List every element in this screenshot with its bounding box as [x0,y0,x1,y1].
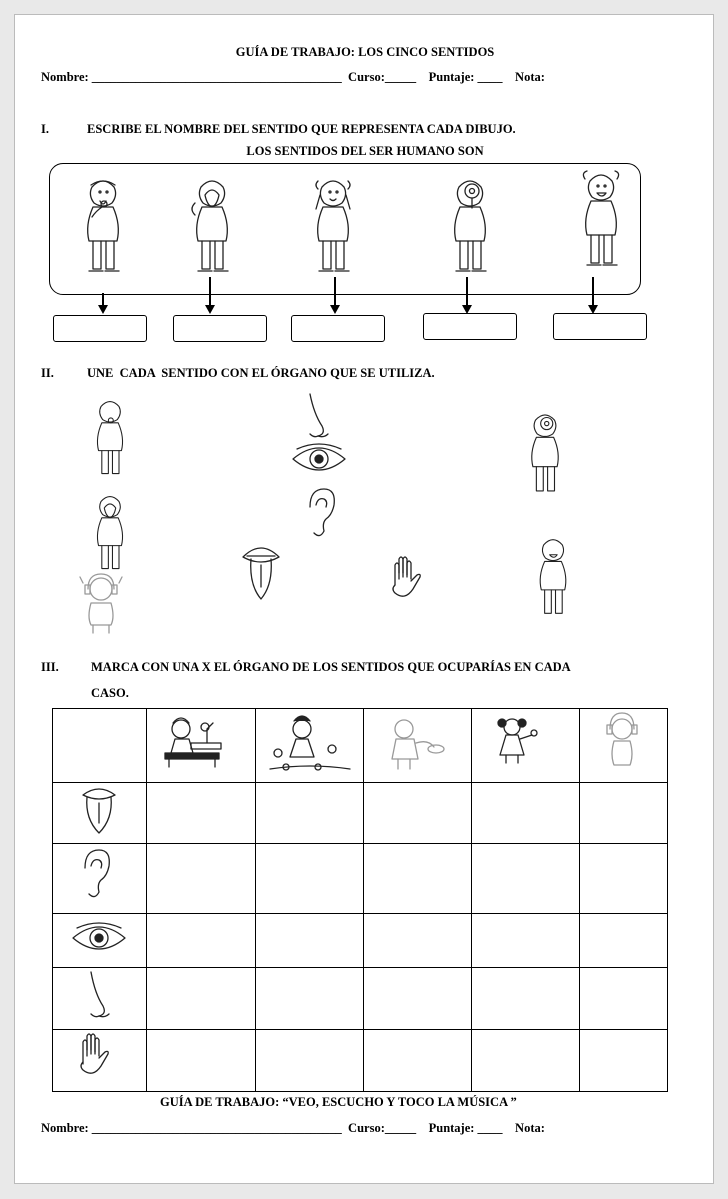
mark-cell[interactable] [580,783,668,844]
arrow-line [592,277,594,305]
table-row [53,783,668,844]
senses-marking-table [52,708,668,1092]
student-info-line: Nombre: ________________________________________ Curso:_____ Puntaje: ____ Nota: [41,70,545,84]
mark-cell[interactable] [363,783,472,844]
arrow-line [209,277,211,305]
student-info-line: Nombre: ________________________________________ Curso:_____ Puntaje: ____ Nota: [41,1121,545,1135]
mark-cell[interactable] [255,844,363,914]
section-instruction: ESCRIBE EL NOMBRE DEL SENTIDO QUE REPRESENTA CADA DIBUJO. [87,122,516,136]
scene-cell-smelling [472,709,580,783]
arrow-line [334,277,336,305]
scene-cell-microscope [146,709,255,783]
mark-cell[interactable] [146,914,255,968]
table-row [53,968,668,1030]
mark-cell[interactable] [472,1030,580,1092]
arrow-head [330,305,340,314]
child-figure-touch [89,490,131,580]
section-number: I. [41,122,49,136]
table-row [53,844,668,914]
child-figure-taste [530,533,576,625]
mark-cell[interactable] [146,783,255,844]
ear-icon [304,487,336,539]
answer-box[interactable] [553,313,647,340]
child-figure-sight [520,408,570,503]
scene-cell-headphones [580,709,668,783]
organ-cell-ear [53,844,147,914]
organ-cell-hand [53,1030,147,1092]
mark-cell[interactable] [472,914,580,968]
table-header-row [53,709,668,783]
section-instruction: MARCA CON UNA X EL ÓRGANO DE LOS SENTIDOS QUE OCUPARÍAS EN CADA [91,660,571,674]
organ-cell-mouth [53,783,147,844]
mark-cell[interactable] [146,844,255,914]
worksheet-page [14,14,714,1184]
worksheet-title: GUÍA DE TRABAJO: LOS CINCO SENTIDOS [235,45,495,59]
child-figure-touch [187,173,237,283]
arrow-head [205,305,215,314]
child-with-headphones [75,573,127,635]
child-figure-smell [78,173,128,283]
eye-icon [291,443,347,475]
child-figure-hearing [308,173,358,283]
mark-cell[interactable] [146,1030,255,1092]
section-instruction-cont: CASO. [91,686,129,700]
section-instruction: UNE CADA SENTIDO CON EL ÓRGANO QUE SE UTILIZA. [87,366,435,380]
answer-box[interactable] [423,313,517,340]
mark-cell[interactable] [363,914,472,968]
mark-cell[interactable] [363,968,472,1030]
mark-cell[interactable] [472,783,580,844]
mark-cell[interactable] [255,783,363,844]
organ-cell-eye [53,914,147,968]
mark-cell[interactable] [580,844,668,914]
arrow-head [98,305,108,314]
scene-cell-eating [363,709,472,783]
mark-cell[interactable] [580,1030,668,1092]
child-figure-taste [576,167,626,277]
scene-cell-flowers [255,709,363,783]
section-number: III. [41,660,59,674]
worksheet-title: GUÍA DE TRABAJO: “VEO, ESCUCHO Y TOCO LA MÚSICA ” [160,1095,517,1109]
mark-cell[interactable] [255,914,363,968]
mark-cell[interactable] [255,968,363,1030]
section-subtitle: LOS SENTIDOS DEL SER HUMANO SON [246,144,484,158]
child-figure-sight [445,173,495,283]
child-figure-smell [89,395,131,485]
nose-icon [298,392,332,442]
mark-cell[interactable] [363,844,472,914]
organ-cell-nose [53,968,147,1030]
mark-cell[interactable] [472,968,580,1030]
answer-box[interactable] [173,315,267,342]
section-number: II. [41,366,54,380]
mark-cell[interactable] [255,1030,363,1092]
arrow-line [102,293,104,305]
answer-box[interactable] [53,315,147,342]
mouth-icon [241,543,281,603]
hand-icon [387,555,427,601]
mark-cell[interactable] [146,968,255,1030]
mark-cell[interactable] [472,844,580,914]
table-corner-cell [53,709,147,783]
mark-cell[interactable] [580,914,668,968]
mark-cell[interactable] [580,968,668,1030]
table-row [53,1030,668,1092]
table-row [53,914,668,968]
mark-cell[interactable] [363,1030,472,1092]
answer-box[interactable] [291,315,385,342]
arrow-line [466,277,468,305]
